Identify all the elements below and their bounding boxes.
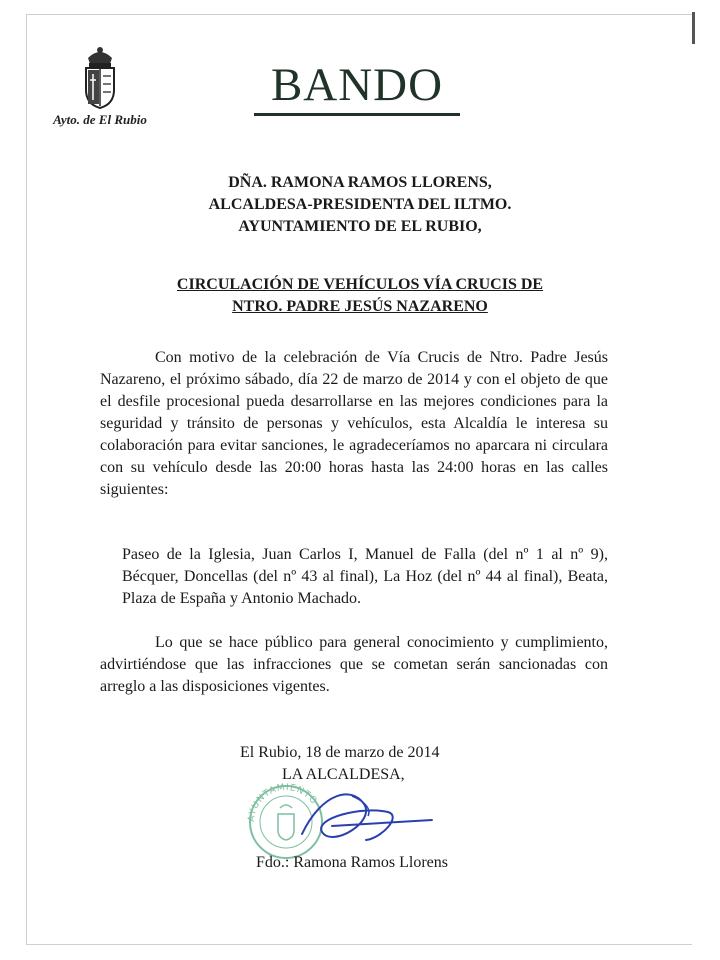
body-paragraph-3 — [100, 632, 608, 698]
page-border-bottom — [26, 944, 692, 945]
document-title: BANDO — [254, 62, 460, 116]
logo-caption: Ayto. de El Rubio — [53, 112, 147, 127]
body-paragraph-1 — [100, 347, 608, 501]
place-and-date: El Rubio, 18 de marzo de 2014 — [240, 744, 440, 761]
issuing-authority — [100, 172, 620, 238]
authority-line-2: ALCALDESA-PRESIDENTA DEL ILTMO. — [208, 196, 512, 213]
streets-paragraph — [122, 544, 608, 610]
authority-line-1: DÑA. RAMONA RAMOS LLORENS, — [228, 174, 492, 191]
handwritten-signature — [292, 782, 442, 856]
scan-edge-mark — [692, 12, 695, 44]
subject-line-2: NTRO. PADRE JESÚS NAZARENO — [232, 298, 488, 315]
coat-of-arms-icon — [80, 44, 120, 110]
signed-by: Fdo.: Ramona Ramos Llorens — [256, 854, 448, 871]
stamp-text: AYUNTAMIENTO — [246, 782, 319, 823]
streets-text: Paseo de la Iglesia, Juan Carlos I, Manuel de Falla (del nº 1 al nº 9), Bécquer, Doncellas (del nº 43 al final), La Hoz (del nº 44 al final), Beata, Plaza de España y Antonio Machado. — [122, 546, 608, 607]
subject-heading — [100, 274, 620, 318]
subject-line-1: CIRCULACIÓN DE VEHÍCULOS VÍA CRUCIS DE — [176, 276, 544, 293]
authority-line-3: AYUNTAMIENTO DE EL RUBIO, — [238, 218, 482, 235]
municipal-logo — [44, 44, 156, 128]
page-border-top — [26, 14, 692, 15]
paragraph-text: Lo que se hace público para general conocimiento y cumplimiento, advirtiéndose que las infracciones que se cometan serán sancionadas con arreglo a las disposiciones vigentes. — [100, 634, 608, 695]
page-border-left — [26, 14, 27, 944]
paragraph-text: Con motivo de la celebración de Vía Crucis de Ntro. Padre Jesús Nazareno, el próximo sábado, día 22 de marzo de 2014 y con el objeto de que el desfile procesional pueda desarrollarse en las mejores condiciones para la seguridad y tránsito de personas y vehículos, esta Alcaldía le interesa su colaboración para evitar sanciones, le agradeceríamos no aparcara ni circulara con su vehículo desde las 20:00 horas hasta las 24:00 horas en las calles siguientes: — [100, 349, 608, 498]
signatory-role: LA ALCALDESA, — [282, 766, 405, 783]
